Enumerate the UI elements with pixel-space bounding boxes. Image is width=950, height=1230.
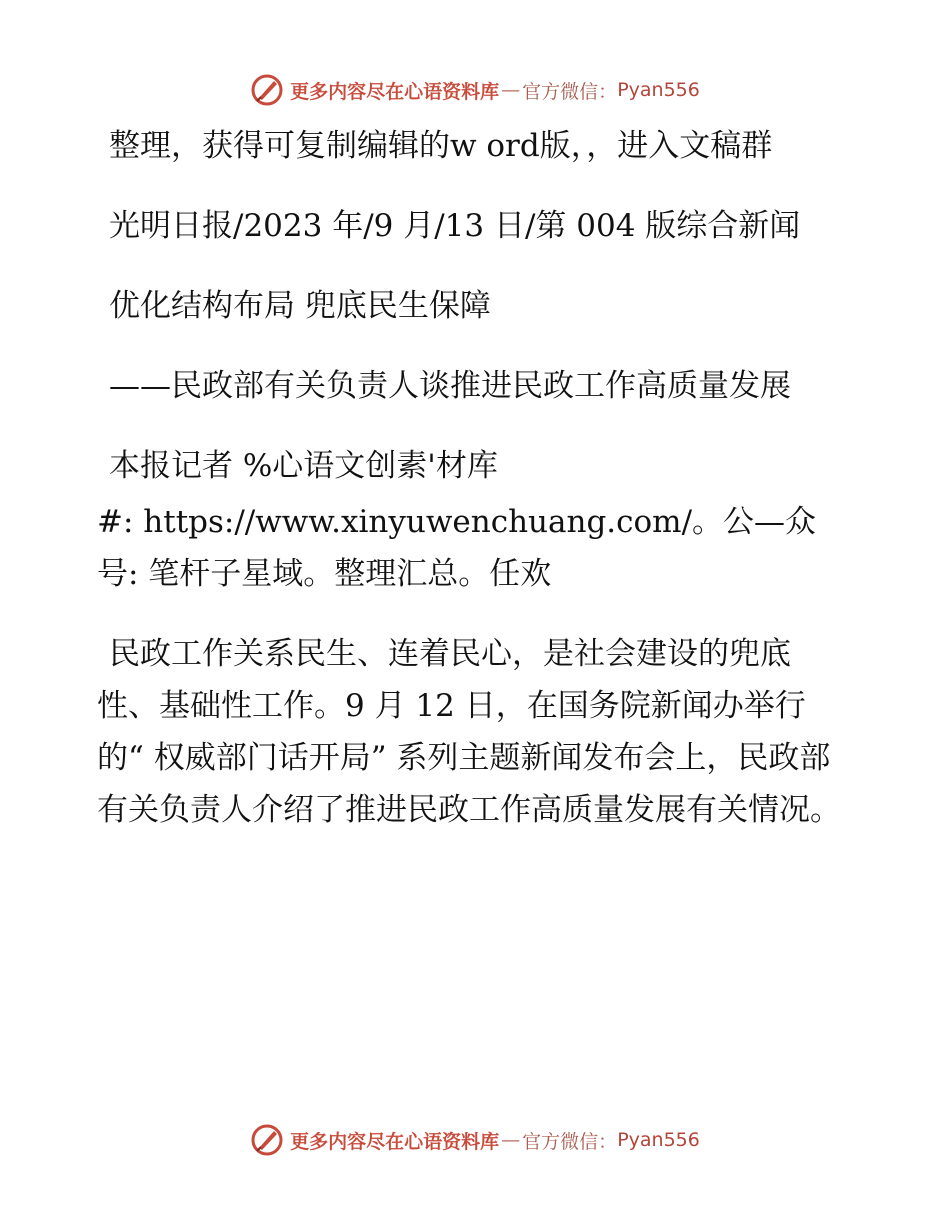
watermark-wechat-label: 官方微信：	[522, 80, 618, 103]
watermark-banner-bottom	[0, 1120, 950, 1160]
watermark-wechat-id: Pyan556	[617, 79, 700, 101]
quill-logo-icon	[250, 73, 284, 107]
watermark-banner-top	[0, 70, 950, 110]
quill-logo-icon	[250, 1123, 284, 1157]
article-subtitle: ——民政部有关负责人谈推进民政工作高质量发展	[109, 368, 791, 404]
watermark-wechat-id: Pyan556	[617, 1129, 700, 1151]
byline: 本报记者 %心语文创素'材库	[109, 448, 498, 484]
watermark-dash: —	[501, 79, 521, 101]
article-title: 优化结构布局 兜底民生保障	[109, 288, 491, 324]
watermark-wechat-label: 官方微信：	[522, 1130, 618, 1153]
source-line: 光明日报/2023 年/9 月/13 日/第 004 版综合新闻	[109, 208, 801, 244]
body-paragraph: 民政工作关系民生、连着民心，是社会建设的兜底性、基础性工作。9 月 12 日，在国务院新闻办举行的“ 权威部门话开局” 系列主题新闻发布会上，民政部有关负责人介绍了推进民政工作高质量发展有关情况。	[97, 636, 841, 828]
source-link-line: #: https://www.xinyuwenchuang.com/。公—众号: 笔杆子星域。整理汇总。任欢	[97, 504, 817, 592]
watermark-dash: —	[501, 1129, 521, 1151]
watermark-brand: 更多内容尽在心语资料库	[290, 1130, 500, 1153]
intro-line: 整理，获得可复制编辑的w ord版，，进入文稿群	[109, 128, 773, 164]
document-body	[97, 120, 852, 836]
watermark-brand: 更多内容尽在心语资料库	[290, 80, 500, 103]
